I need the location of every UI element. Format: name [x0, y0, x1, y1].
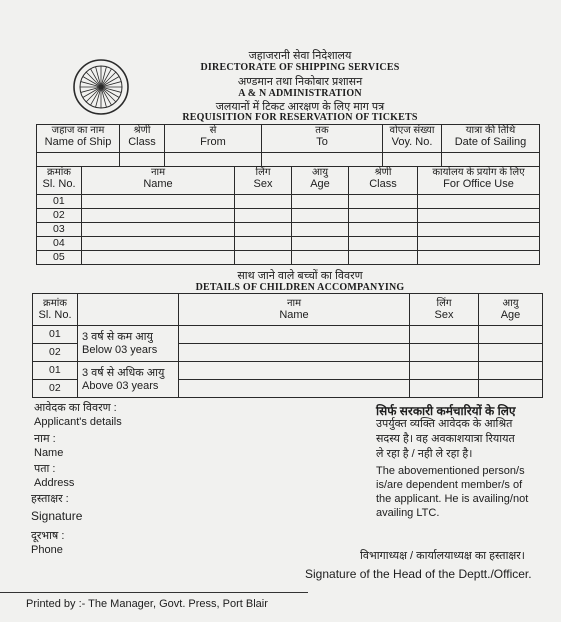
pass-row-sl: 03 [37, 223, 82, 237]
pass-cell[interactable] [82, 195, 235, 209]
address-label-hi: पता : [34, 463, 56, 475]
pass-cell[interactable] [349, 251, 418, 265]
pass-col-age: आयु Age [292, 167, 349, 195]
child-col-age: आयु Age [479, 294, 543, 326]
child-cell[interactable] [179, 326, 410, 344]
govt-en-1: The abovementioned person/s [376, 465, 525, 477]
pass-cell[interactable] [418, 237, 540, 251]
pass-col-name: नाम Name [82, 167, 235, 195]
ship-cell[interactable] [120, 153, 165, 167]
child-cell[interactable] [410, 380, 479, 398]
ship-cell[interactable] [383, 153, 442, 167]
pass-cell[interactable] [82, 251, 235, 265]
child-row-sl: 01 [33, 326, 78, 344]
child-cell[interactable] [479, 362, 543, 380]
passenger-table [36, 166, 540, 265]
child-group-below: 3 वर्ष से कम आयु Below 03 years [78, 326, 179, 362]
printed-by: Printed by :- The Manager, Govt. Press, Port Blair [26, 598, 268, 610]
pass-col-office: कार्यालय के प्रयोग के लिए For Office Use [418, 167, 540, 195]
ship-col-class: श्रेणी Class [120, 125, 165, 153]
ship-col-name: जहाज का नाम Name of Ship [37, 125, 120, 153]
child-row-sl: 02 [33, 344, 78, 362]
child-col-group [78, 294, 179, 326]
pass-cell[interactable] [349, 209, 418, 223]
pass-cell[interactable] [235, 237, 292, 251]
ship-cell[interactable] [165, 153, 262, 167]
child-cell[interactable] [410, 344, 479, 362]
pass-cell[interactable] [349, 223, 418, 237]
pass-cell[interactable] [349, 195, 418, 209]
pass-cell[interactable] [82, 237, 235, 251]
pass-cell[interactable] [292, 223, 349, 237]
pass-row-sl: 02 [37, 209, 82, 223]
pass-cell[interactable] [292, 209, 349, 223]
ship-cell[interactable] [442, 153, 540, 167]
ship-col-voy: वोएज संख्या Voy. No. [383, 125, 442, 153]
pass-cell[interactable] [349, 237, 418, 251]
pass-col-sex: लिंग Sex [235, 167, 292, 195]
phone-label: Phone [31, 544, 63, 556]
applicant-details-en: Applicant's details [34, 416, 122, 428]
child-col-sex: लिंग Sex [410, 294, 479, 326]
ship-col-from: से From [165, 125, 262, 153]
ship-col-to: तक To [262, 125, 383, 153]
header-hi-5: जलयानों में टिकट आरक्षण के लिए माग पत्र [215, 101, 385, 113]
head-signature-hi: विभागाध्यक्ष / कार्यालयाध्यक्ष का हस्ताक्षर। [360, 550, 525, 562]
child-row-sl: 02 [33, 380, 78, 398]
pass-cell[interactable] [292, 237, 349, 251]
child-cell[interactable] [479, 326, 543, 344]
pass-cell[interactable] [292, 195, 349, 209]
pass-cell[interactable] [418, 251, 540, 265]
footer-divider [0, 592, 308, 593]
child-row-sl: 01 [33, 362, 78, 380]
phone-label-hi: दूरभाष : [31, 530, 65, 542]
address-label: Address [34, 477, 75, 489]
govt-hi-1: उपर्युक्त व्यक्ति आवेदक के आश्रित [376, 418, 513, 430]
pass-cell[interactable] [235, 209, 292, 223]
head-signature-en: Signature of the Head of the Deptt./Officer. [305, 567, 532, 581]
child-cell[interactable] [479, 380, 543, 398]
name-label: Name [34, 447, 64, 459]
pass-cell[interactable] [418, 223, 540, 237]
child-cell[interactable] [410, 326, 479, 344]
children-table [32, 293, 543, 398]
govt-hi-2: सदस्य है। वह अवकाशयात्रा रियायत [376, 433, 515, 445]
pass-col-class: श्रेणी Class [349, 167, 418, 195]
children-title-hi: साथ जाने वाले बच्चों का विवरण [237, 270, 363, 282]
ship-cell[interactable] [37, 153, 120, 167]
ship-table [36, 124, 540, 167]
children-title-en: DETAILS OF CHILDREN ACCOMPANYING [195, 282, 405, 293]
child-cell[interactable] [179, 380, 410, 398]
child-group-above: 3 वर्ष से अधिक आयु Above 03 years [78, 362, 179, 398]
header-hi-3: अण्डमान तथा निकोबार प्रशासन [237, 76, 363, 88]
govt-only-title: सिर्फ सरकारी कर्मचारियों के लिए [376, 404, 516, 418]
header-administration: A & N ADMINISTRATION [238, 88, 362, 99]
ship-col-date: यात्रा की तिथि Date of Sailing [442, 125, 540, 153]
header-directorate: DIRECTORATE OF SHIPPING SERVICES [200, 62, 400, 73]
pass-row-sl: 01 [37, 195, 82, 209]
header-hi-1: जहाजरानी सेवा निदेशालय [248, 50, 352, 62]
pass-cell[interactable] [235, 195, 292, 209]
applicant-details-hi: आवेदक का विवरण : [34, 402, 117, 414]
child-col-sl: क्रमांक Sl. No. [33, 294, 78, 326]
child-col-name: नाम Name [179, 294, 410, 326]
pass-cell[interactable] [292, 251, 349, 265]
govt-en-3: the applicant. He is availing/not [376, 493, 529, 505]
pass-row-sl: 05 [37, 251, 82, 265]
ship-cell[interactable] [262, 153, 383, 167]
header-requisition: REQUISITION FOR RESERVATION OF TICKETS [182, 112, 418, 123]
signature-label: Signature [31, 509, 83, 523]
child-cell[interactable] [479, 344, 543, 362]
pass-cell[interactable] [82, 209, 235, 223]
govt-hi-3: ले रहा है / नही ले रहा है। [376, 448, 473, 460]
pass-row-sl: 04 [37, 237, 82, 251]
ashoka-chakra-emblem-icon [72, 58, 130, 116]
govt-en-4: availing LTC. [376, 507, 440, 519]
pass-cell[interactable] [235, 251, 292, 265]
child-cell[interactable] [179, 344, 410, 362]
signature-label-hi: हस्ताक्षर : [31, 493, 69, 505]
pass-cell[interactable] [82, 223, 235, 237]
govt-en-2: is/are dependent member/s of [376, 479, 523, 491]
pass-cell[interactable] [418, 195, 540, 209]
pass-col-sl: क्रमांक Sl. No. [37, 167, 82, 195]
child-cell[interactable] [179, 362, 410, 380]
pass-cell[interactable] [235, 223, 292, 237]
pass-cell[interactable] [418, 209, 540, 223]
child-cell[interactable] [410, 362, 479, 380]
name-label-hi: नाम : [34, 433, 56, 445]
